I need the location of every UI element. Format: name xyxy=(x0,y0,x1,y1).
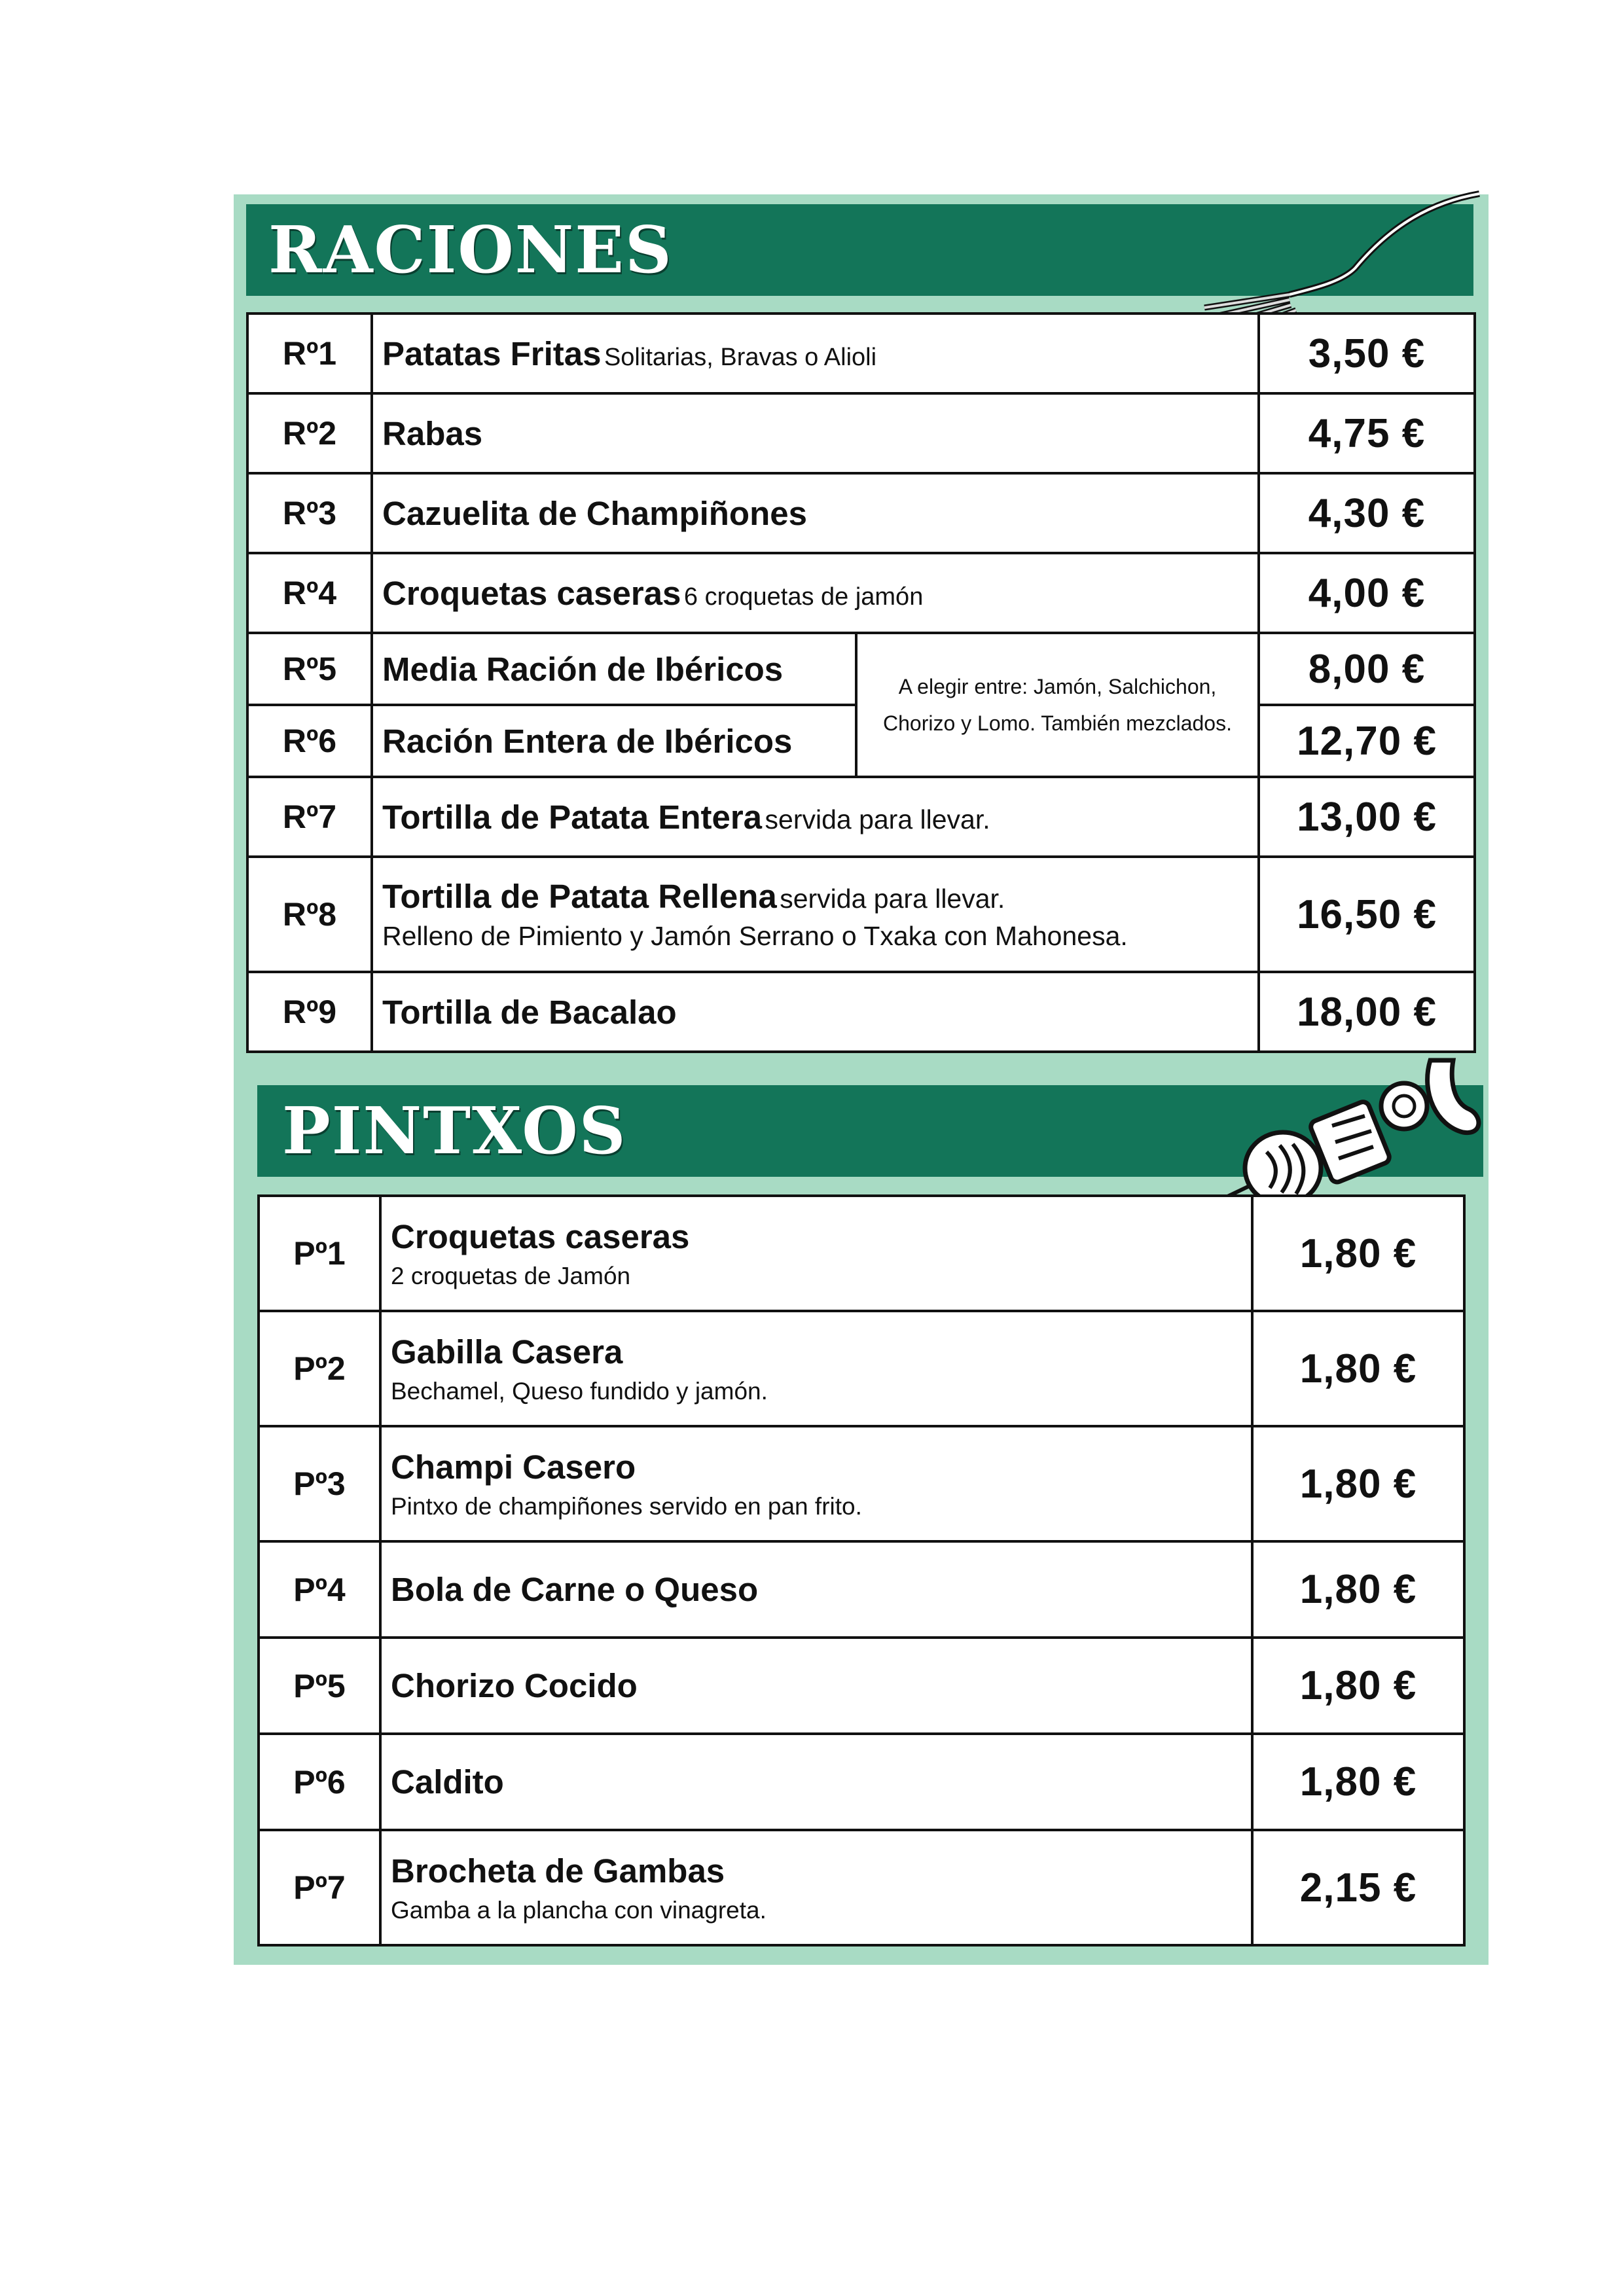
item-note-2: Relleno de Pimiento y Jamón Serrano o Txaka con Mahonesa. xyxy=(382,921,1128,951)
item-name: Brocheta de Gambas xyxy=(391,1852,725,1890)
item-note: servida para llevar. xyxy=(780,884,1005,914)
item-name: Gabilla Casera xyxy=(391,1333,623,1371)
table-row xyxy=(247,553,1475,633)
item-code: Rº4 xyxy=(247,553,372,633)
item-name: Croquetas caseras xyxy=(382,574,681,612)
item-name: Patatas Fritas xyxy=(382,334,602,372)
item-price: 18,00 € xyxy=(1259,972,1475,1052)
table-row xyxy=(247,473,1475,553)
table-row xyxy=(247,314,1475,393)
item-price: 1,80 € xyxy=(1252,1426,1464,1541)
item-price: 1,80 € xyxy=(1252,1541,1464,1638)
raciones-title: RACIONES xyxy=(268,212,673,288)
iberico-note-line2: Chorizo y Lomo. También mezclados. xyxy=(883,711,1232,735)
item-name: Tortilla de Patata Rellena xyxy=(382,878,777,915)
item-name: Ración Entera de Ibéricos xyxy=(382,722,793,760)
item-code: Rº3 xyxy=(247,473,372,553)
item-note: Gamba a la plancha con vinagreta. xyxy=(391,1896,767,1924)
table-row xyxy=(247,972,1475,1052)
item-name: Champi Casero xyxy=(391,1448,636,1486)
item-price: 1,80 € xyxy=(1252,1638,1464,1734)
item-note: 2 croquetas de Jamón xyxy=(391,1262,631,1289)
item-price: 16,50 € xyxy=(1259,857,1475,972)
item-name: Bola de Carne o Queso xyxy=(391,1571,759,1608)
item-name: Tortilla de Patata Entera xyxy=(382,798,763,836)
item-price: 3,50 € xyxy=(1259,314,1475,393)
table-row xyxy=(259,1196,1464,1311)
item-note: 6 croquetas de jamón xyxy=(683,583,924,611)
table-row xyxy=(259,1541,1464,1638)
item-code: Rº2 xyxy=(247,393,372,473)
item-price: 4,75 € xyxy=(1259,393,1475,473)
item-code: Rº6 xyxy=(247,705,372,777)
item-name: Rabas xyxy=(382,414,483,452)
pintxos-table xyxy=(257,1194,1466,1946)
item-price: 4,30 € xyxy=(1259,473,1475,553)
table-row xyxy=(247,857,1475,972)
item-price: 1,80 € xyxy=(1252,1196,1464,1311)
item-code: Rº5 xyxy=(247,633,372,705)
item-name: Cazuelita de Champiñones xyxy=(382,494,807,532)
item-name: Caldito xyxy=(391,1763,504,1801)
table-row xyxy=(259,1426,1464,1541)
item-note: Bechamel, Queso fundido y jamón. xyxy=(391,1377,768,1405)
item-note: servida para llevar. xyxy=(765,804,990,834)
item-code: Rº8 xyxy=(247,857,372,972)
table-row xyxy=(259,1830,1464,1945)
table-row xyxy=(259,1734,1464,1830)
table-row xyxy=(259,1638,1464,1734)
iberico-note-line1: A elegir entre: Jamón, Salchichon, xyxy=(898,675,1217,698)
table-row xyxy=(259,1311,1464,1426)
item-code: Rº7 xyxy=(247,777,372,857)
skewer-icon xyxy=(1204,1054,1486,1217)
item-code: Pº2 xyxy=(259,1311,380,1426)
item-code: Pº1 xyxy=(259,1196,380,1311)
item-code: Pº7 xyxy=(259,1830,380,1945)
item-name: Chorizo Cocido xyxy=(391,1667,638,1704)
item-price: 13,00 € xyxy=(1259,777,1475,857)
item-price: 8,00 € xyxy=(1259,633,1475,705)
item-code: Rº1 xyxy=(247,314,372,393)
item-name: Tortilla de Bacalao xyxy=(382,993,677,1031)
item-code: Pº5 xyxy=(259,1638,380,1734)
raciones-table xyxy=(246,312,1476,1053)
table-row xyxy=(247,777,1475,857)
item-note: Pintxo de champiñones servido en pan frito. xyxy=(391,1492,862,1520)
item-price: 2,15 € xyxy=(1252,1830,1464,1945)
item-note: Solitarias, Bravas o Alioli xyxy=(604,343,877,371)
pintxos-title: PINTXOS xyxy=(282,1093,627,1169)
item-code: Pº6 xyxy=(259,1734,380,1830)
iberico-note xyxy=(856,633,1259,777)
item-code: Pº3 xyxy=(259,1426,380,1541)
table-row xyxy=(247,393,1475,473)
item-price: 1,80 € xyxy=(1252,1734,1464,1830)
item-price: 4,00 € xyxy=(1259,553,1475,633)
item-code: Pº4 xyxy=(259,1541,380,1638)
item-price: 12,70 € xyxy=(1259,705,1475,777)
item-name: Croquetas caseras xyxy=(391,1217,690,1255)
item-code: Rº9 xyxy=(247,972,372,1052)
item-name: Media Ración de Ibéricos xyxy=(382,650,784,688)
item-price: 1,80 € xyxy=(1252,1311,1464,1426)
table-row xyxy=(247,633,1475,705)
